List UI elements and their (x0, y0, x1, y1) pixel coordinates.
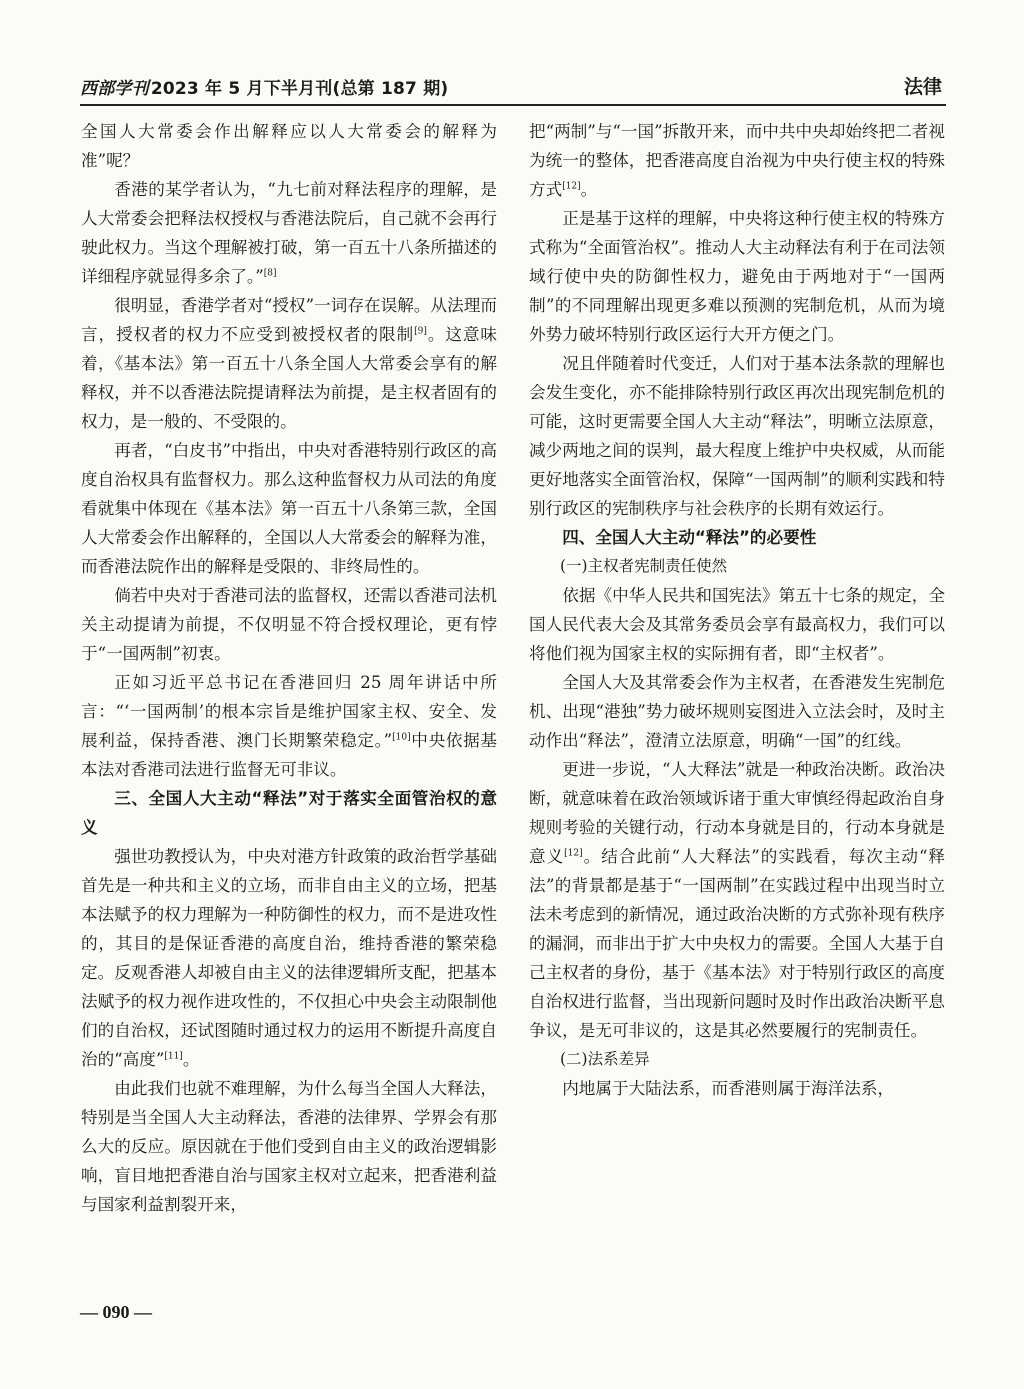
paragraph-text: 况且伴随着时代变迁，人们对于基本法条款的理解也会发生变化，亦不能排除特别行政区再次出现宪制危机的可能，这时更需要全国人大主动“释法”，明晰立法原意，减少两地之间的误判，最大程度上维护中央权威，从而能更好地落实全面管治权，保障“一国两制”的顺利实践和特别行政区的宪制秩序与社会秩序的长期有效运行。 (529, 354, 945, 518)
paragraph-text: 把“两制”与“一国”拆散开来，而中共中央却始终把二者视为统一的整体，把香港高度自治视为中央行使主权的特殊方式 (529, 122, 945, 199)
paragraph-text: (二)法系差异 (560, 1050, 650, 1068)
page-number: — 090 — (80, 1302, 152, 1322)
paragraph-text: 香港的某学者认为，“九七前对释法程序的理解，是人大常委会把释法权授权与香港法院后，自己就不会再行驶此权力。当这个理解被打破，第一百五十八条所描述的详细程序就显得多余了。” (81, 180, 497, 286)
issue-label: 2023 年 5 月下半月刊(总第 187 期) (150, 79, 449, 99)
section-heading (529, 523, 945, 552)
paragraph-text: 倘若中央对于香港司法的监督权，还需以香港司法机关主动提请为前提，不仅明显不符合授权理论，更有悖于“一国两制”初衷。 (81, 586, 497, 663)
subsection-heading (529, 1045, 945, 1074)
paragraph (529, 117, 945, 204)
paragraph (81, 842, 497, 1074)
paragraph-text: 四、全国人大主动“释法”的必要性 (562, 528, 817, 547)
page-header (80, 70, 946, 106)
paragraph-text: 正如习近平总书记在香港回归 25 周年讲话中所言：“‘一国两制’的根本宗旨是维护国家主权、安全、发展利益，保持香港、澳门长期繁荣稳定。” (81, 673, 497, 750)
paragraph (529, 581, 945, 668)
right-column (529, 117, 945, 1103)
paragraph-text: 正是基于这样的理解，中央将这种行使主权的特殊方式称为“全面管治权”。推动人大主动释法有利于在司法领域行使中央的防御性权力，避免由于两地对于“一国两制”的不同理解出现更多难以预测的宪制危机，从而为境外势力破坏特别行政区运行大开方便之门。 (529, 209, 945, 344)
paragraph (81, 117, 497, 175)
paragraph (529, 1074, 945, 1103)
paragraph (81, 436, 497, 581)
citation-ref: [10] (392, 732, 411, 743)
paragraph-text: (一)主权者宪制责任使然 (560, 557, 728, 575)
citation-ref: [8] (263, 268, 277, 279)
citation-ref: [9] (414, 326, 427, 337)
paragraph (529, 668, 945, 755)
paragraph-text: 三、全国人大主动“释法”对于落实全面管治权的意义 (81, 789, 497, 837)
section-heading (81, 784, 497, 842)
paragraph-text-continued: 。结合此前“人大释法”的实践看，每次主动“释法”的背景都是基于“一国两制”在实践过程中出现当时立法未考虑到的新情况，通过政治决断的方式弥补现有秩序的漏洞，而非出于扩大中央权力的需要。全国人大基于自己主权者的身份，基于《基本法》对于特别行政区的高度自治权进行监督，当出现新问题时及时作出政治决断平息争议，是无可非议的，这是其必然要履行的宪制责任。 (529, 847, 945, 1040)
journal-issue (80, 74, 448, 99)
citation-ref: [12] (562, 181, 581, 192)
section-label: 法律 (903, 76, 942, 98)
paragraph-text: 更进一步说，“人大释法”就是一种政治决断。政治决断，就意味着在政治领域诉诸于重大审慎经得起政治自身规则考验的关键行动，行动本身就是目的，行动本身就是意义 (529, 760, 945, 866)
paragraph-text: 由此我们也就不难理解，为什么每当全国人大释法，特别是当全国人大主动释法，香港的法律界、学界会有那么大的反应。原因就在于他们受到自由主义的政治逻辑影响，盲目地把香港自治与国家主权对立起来，把香港利益与国家利益割裂开来， (81, 1079, 497, 1214)
paragraph (81, 291, 497, 436)
paragraph-text: 内地属于大陆法系，而香港则属于海洋法系， (562, 1079, 895, 1098)
journal-logo: 西部学刊 (80, 79, 149, 99)
paragraph-text-continued: 。这意味着，《基本法》第一百五十八条全国人大常委会享有的解释权，并不以香港法院提请释法为前提，是主权者固有的权力，是一般的、不受限的。 (81, 325, 498, 431)
subsection-heading (529, 552, 945, 581)
paragraph (529, 204, 945, 349)
paragraph-text-continued: 。 (580, 180, 598, 199)
paragraph-text-continued: 。 (182, 1050, 200, 1069)
citation-ref: [11] (164, 1051, 183, 1062)
paragraph-text: 再者，“白皮书”中指出，中央对香港特别行政区的高度自治权具有监督权力。那么这种监督权力从司法的角度看就集中体现在《基本法》第一百五十八条第三款，全国人大常委会作出解释的，全国以人大常委会的解释为准，而香港法院作出的解释是受限的、非终局性的。 (81, 441, 497, 576)
paragraph-text: 强世功教授认为，中央对港方针政策的政治哲学基础首先是一种共和主义的立场，而非自由主义的立场，把基本法赋予的权力理解为一种防御性的权力，而不是进攻性的，其目的是保证香港的高度自治，维持香港的繁荣稳定。反观香港人却被自由主义的法律逻辑所支配，把基本法赋予的权力视作进攻性的，不仅担心中央会主动限制他们的自治权，还试图随时通过权力的运用不断提升高度自治的“高度” (81, 847, 497, 1069)
citation-ref: [12] (564, 848, 583, 859)
paragraph-text: 依据《中华人民共和国宪法》第五十七条的规定，全国人民代表大会及其常务委员会享有最高权力，我们可以将他们视为国家主权的实际拥有者，即“主权者”。 (529, 586, 945, 663)
paragraph (529, 349, 945, 523)
paragraph-text: 很明显，香港学者对“授权”一词存在误解。从法理而言，授权者的权力不应受到被授权者的限制 (81, 296, 497, 344)
paragraph (81, 1074, 497, 1219)
paragraph (81, 668, 497, 784)
paragraph (529, 755, 945, 1045)
left-column (81, 117, 497, 1219)
paragraph (81, 581, 497, 668)
paragraph (81, 175, 497, 291)
paragraph-text: 全国人大及其常委会作为主权者，在香港发生宪制危机、出现“港独”势力破坏规则妄图进入立法会时，及时主动作出“释法”，澄清立法原意，明确“一国”的红线。 (529, 673, 945, 750)
paragraph-text-continued: 中央依据基本法对香港司法进行监督无可非议。 (81, 731, 498, 779)
paragraph-text: 全国人大常委会作出解释应以人大常委会的解释为准”呢？ (81, 122, 497, 170)
